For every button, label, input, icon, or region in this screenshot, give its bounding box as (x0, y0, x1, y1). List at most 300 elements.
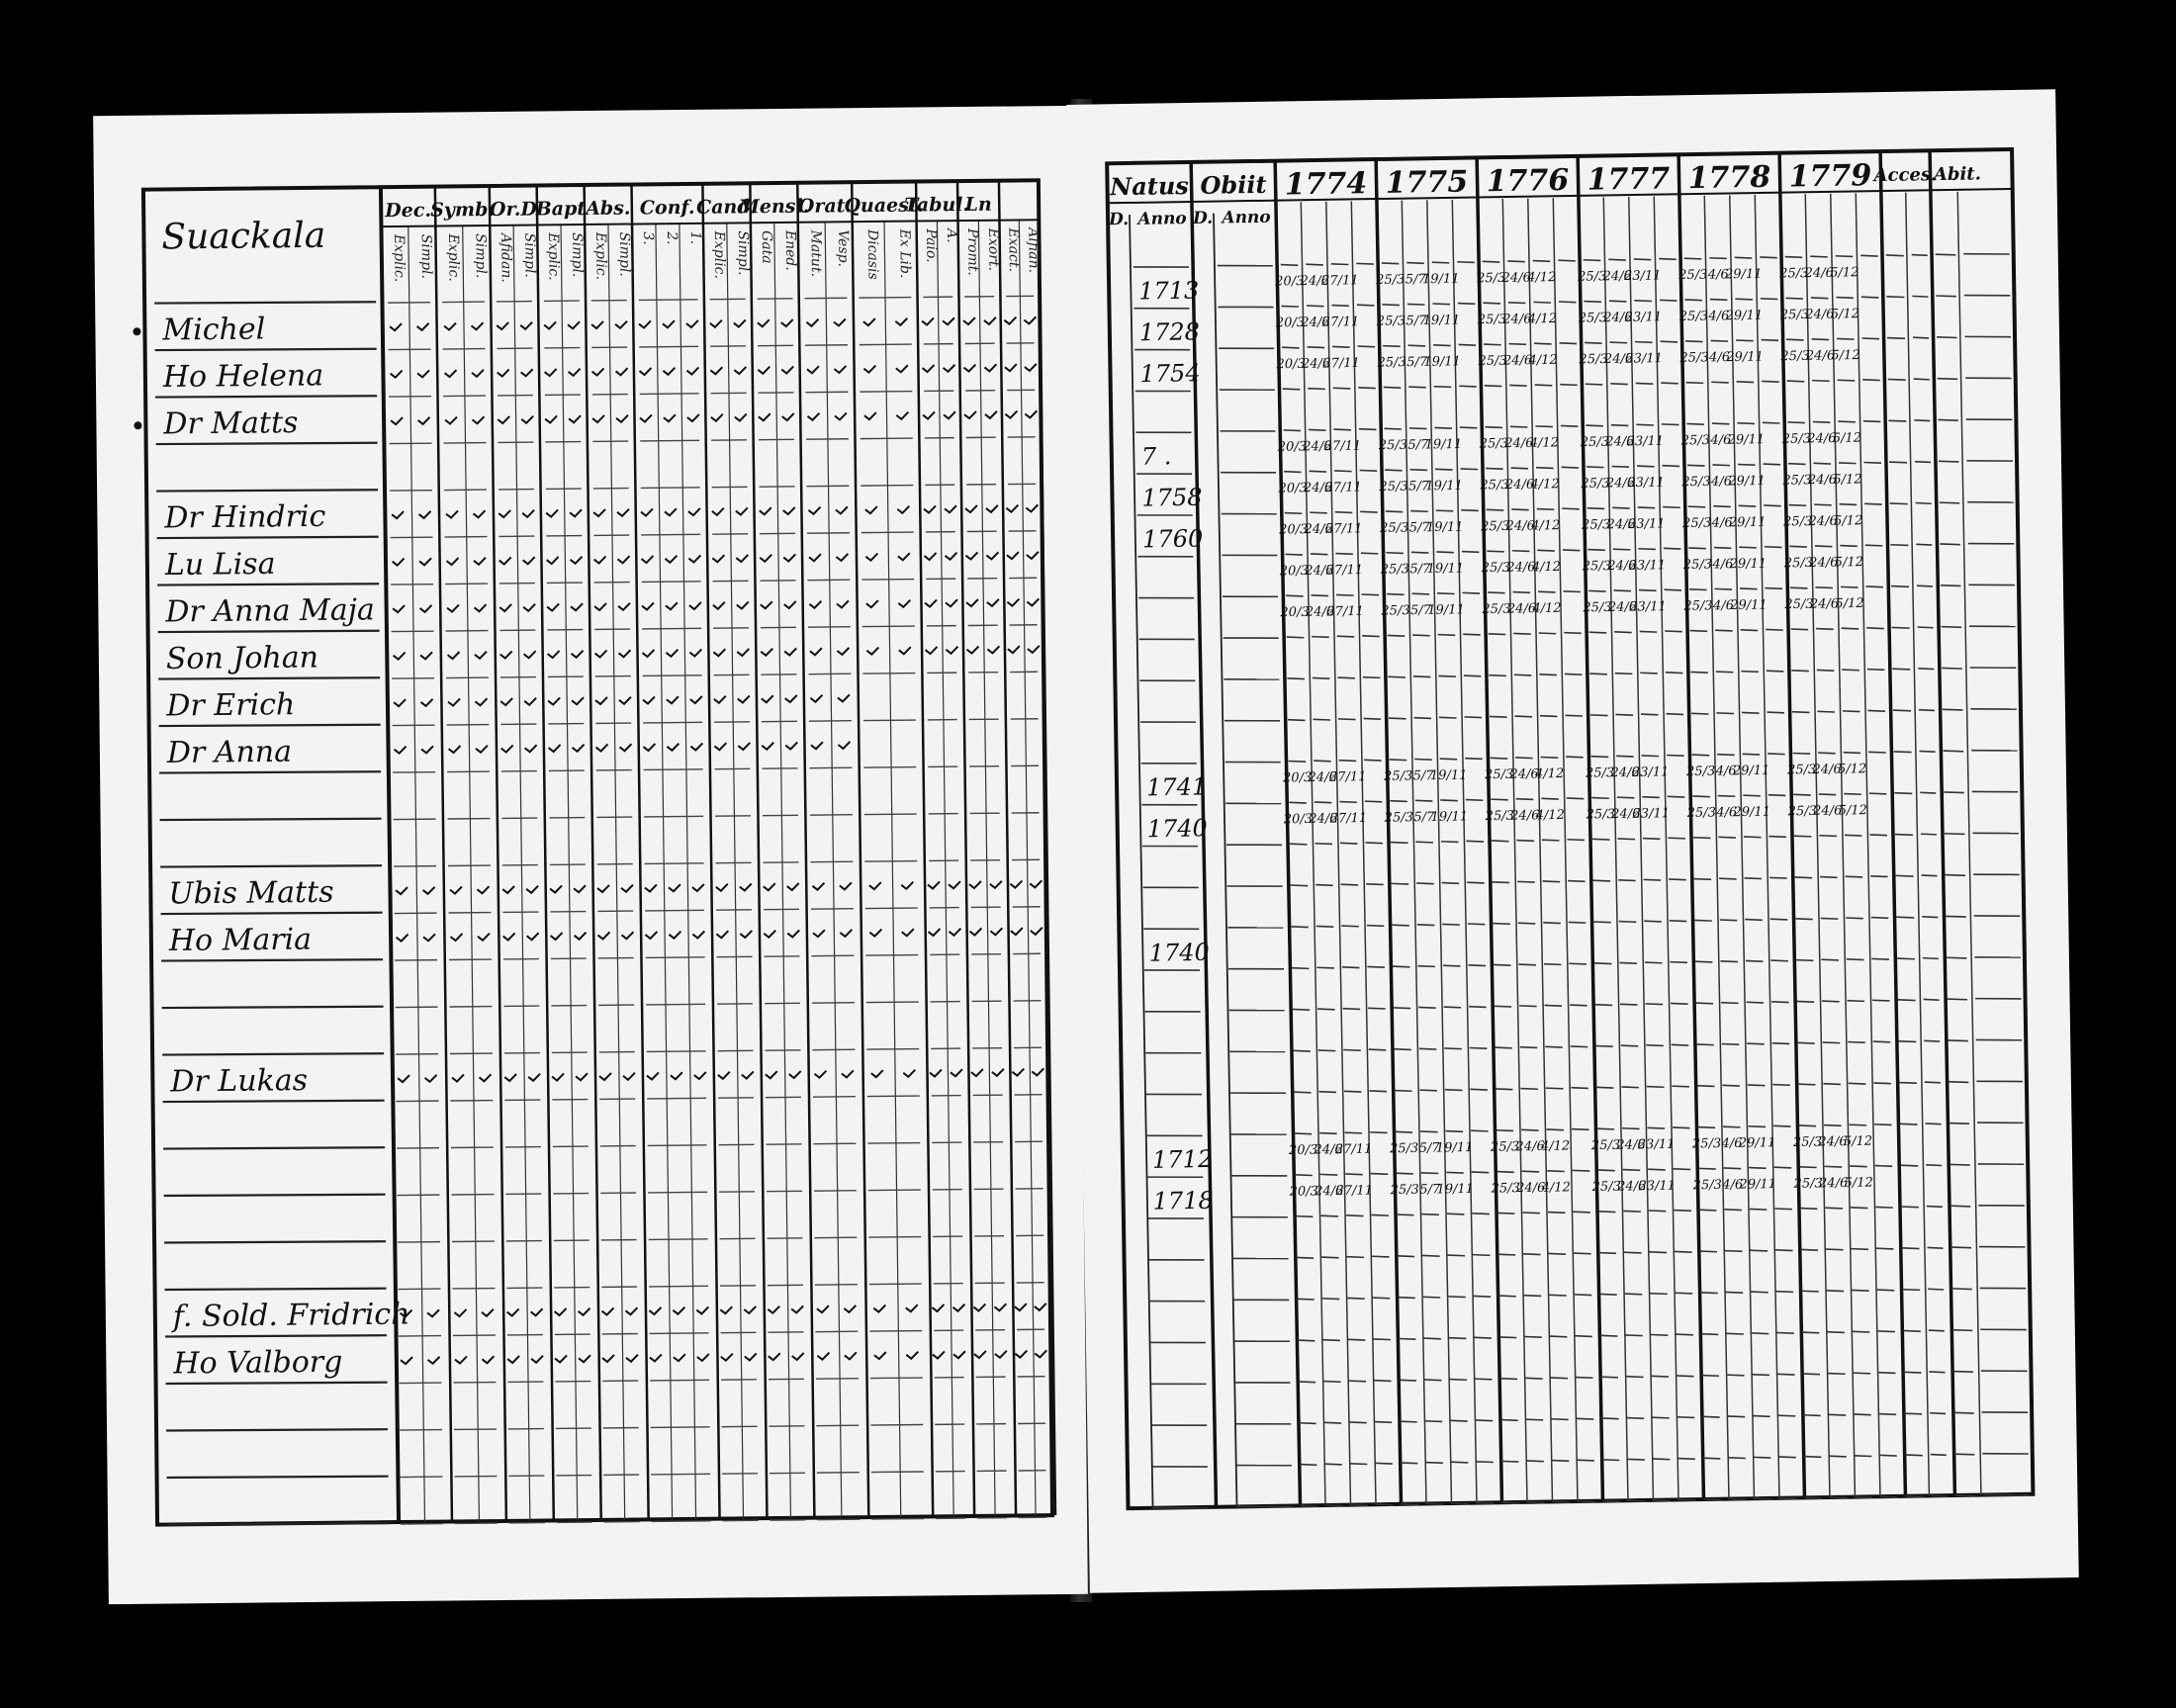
cell-row-line (1318, 1050, 1336, 1051)
cell-row-line (1978, 1163, 2025, 1165)
cell-row-line (1350, 1464, 1368, 1465)
exam-entry: 23/11 (1632, 806, 1671, 822)
cell-row-line (1314, 719, 1331, 720)
cell-row-line (1950, 1247, 1971, 1248)
cell-row-line (1145, 1052, 1201, 1054)
cell-row-line (1896, 875, 1914, 876)
tick-mark (986, 505, 998, 512)
cell-row-line (1237, 1506, 1293, 1508)
cell-row-line (871, 1472, 924, 1473)
cell-row-line (1767, 712, 1784, 713)
cell-row-line (1854, 1414, 1871, 1415)
cell-row-line (1824, 1124, 1842, 1125)
cell-row-line (1942, 626, 1962, 627)
cell-row-line (1285, 512, 1303, 513)
tick-mark (1025, 410, 1037, 417)
cell-row-line (1413, 676, 1431, 677)
tick-mark (393, 605, 405, 612)
cell-row-line (644, 769, 703, 770)
cell-row-line (1137, 514, 1193, 516)
cell-row-line (1977, 1122, 2024, 1124)
cell-row-line (1936, 296, 1956, 297)
cell-row-line (1846, 876, 1863, 877)
cell-row-line (1367, 966, 1385, 967)
tick-mark (740, 931, 752, 938)
birth-year: 1754 (1139, 359, 1201, 389)
cell-row-line (1371, 1173, 1389, 1174)
cell-row-line (1694, 920, 1712, 921)
tick-mark (472, 370, 484, 377)
cell-row-line (1507, 261, 1525, 262)
cell-row-line (1754, 1457, 1771, 1458)
cell-row-line (1927, 1206, 1943, 1207)
sub-column-line (1452, 200, 1477, 1503)
cell-row-line (1398, 1297, 1415, 1298)
tick-mark (619, 697, 631, 704)
cell-row-line (1912, 296, 1928, 297)
cell-row-line (1967, 501, 2014, 503)
cell-row-line (1938, 378, 1958, 379)
column-subheader: A. (944, 228, 960, 243)
tick-mark (475, 698, 487, 705)
tick-mark (417, 370, 429, 377)
cell-row-line (1739, 505, 1757, 506)
sub-column-line (1351, 201, 1376, 1504)
cell-row-line (1693, 837, 1711, 838)
exam-entry: 24/6 (1506, 560, 1536, 576)
tick-mark (504, 1074, 516, 1081)
exam-entry: 25/3 (1380, 520, 1409, 536)
tick-mark (740, 883, 752, 890)
cell-row-line (1549, 1253, 1567, 1254)
cell-row-line (1584, 259, 1601, 260)
tick-mark (572, 651, 584, 658)
column-subheader: 1. (686, 230, 704, 245)
exam-entry: 27/11 (1334, 1141, 1373, 1158)
cell-row-line (1639, 589, 1657, 590)
cell-row-line (1830, 1497, 1848, 1498)
cell-row-line (1465, 717, 1483, 718)
cell-row-line (1349, 1422, 1367, 1423)
cell-row-line (1623, 1169, 1641, 1170)
cell-row-line (1310, 512, 1327, 513)
exam-entry: 24/6 (1605, 434, 1635, 450)
cell-row-line (867, 1143, 920, 1144)
cell-row-line (1793, 794, 1811, 795)
tick-mark (525, 745, 537, 752)
cell-row-line (1727, 1375, 1745, 1376)
tick-mark (671, 1072, 682, 1079)
cell-row-line (1520, 1046, 1538, 1047)
tick-mark (738, 743, 750, 750)
cell-row-line (1709, 257, 1727, 258)
sub-column-line (1603, 197, 1628, 1500)
cell-row-line (1149, 1301, 1205, 1303)
cell-row-line (1437, 593, 1455, 594)
cell-row-line (1442, 882, 1460, 883)
cell-row-line (1320, 1215, 1338, 1216)
cell-row-line (1686, 382, 1704, 383)
exam-entry: 19/11 (1425, 519, 1464, 536)
cell-row-line (1619, 921, 1637, 922)
cell-row-line (1349, 1381, 1367, 1382)
cell-row-line (1433, 345, 1451, 346)
cell-row-line (1878, 1372, 1896, 1373)
cell-row-line (1552, 1460, 1570, 1461)
cell-row-line (1970, 708, 2017, 710)
column-line (1930, 150, 1954, 1495)
cell-row-line (1363, 676, 1381, 677)
exam-entry: 5/7 (1407, 437, 1429, 453)
cell-row-line (1412, 635, 1430, 636)
exam-entry: 27/11 (1329, 811, 1368, 827)
cell-row-line (1321, 1257, 1339, 1258)
name-row-line (163, 1100, 385, 1103)
cell-row-line (1716, 713, 1734, 714)
exam-entry: 24/6 (1515, 1138, 1545, 1155)
cell-row-line (1646, 1004, 1664, 1005)
exam-entry: 5/12 (1843, 1133, 1873, 1150)
tick-mark (964, 411, 976, 418)
cell-row-line (1764, 505, 1781, 506)
cell-row-line (1827, 1291, 1845, 1292)
exam-entry: 24/6 (1505, 518, 1535, 534)
tick-mark (712, 508, 724, 515)
sub-column-line (825, 222, 842, 1517)
cell-row-line (1929, 1372, 1945, 1373)
cell-row-line (1701, 1375, 1719, 1376)
cell-row-line (1676, 1334, 1693, 1335)
exam-entry: 5/7 (1405, 314, 1427, 329)
exam-entry: 25/3 (1678, 309, 1709, 324)
tick-mark (621, 885, 633, 892)
tick-mark (869, 882, 881, 889)
tick-mark (686, 320, 698, 327)
cell-row-line (1408, 345, 1426, 346)
cell-row-line (1423, 1338, 1441, 1339)
exam-entry: 19/11 (1425, 478, 1463, 494)
tick-mark (421, 746, 433, 753)
exam-entry: 25/3 (1582, 517, 1611, 533)
sub-column-line (1755, 195, 1779, 1498)
column-header: Tabul. (904, 193, 970, 217)
cell-row-line (1233, 1258, 1289, 1260)
tick-mark (445, 417, 457, 424)
cell-row-line (1345, 1132, 1363, 1133)
cell-row-line (1791, 671, 1809, 672)
tick-mark (520, 322, 532, 329)
cell-row-line (1396, 1173, 1413, 1174)
cell-row-line (1947, 957, 1967, 958)
tick-mark (569, 415, 581, 422)
column-line (490, 186, 506, 1521)
tick-mark (639, 320, 651, 327)
cell-row-line (1936, 254, 1956, 255)
tick-mark (718, 1072, 730, 1079)
cell-row-line (1289, 761, 1307, 762)
cell-row-line (1313, 677, 1330, 678)
tick-mark (665, 556, 677, 563)
cell-row-line (1870, 876, 1888, 877)
cell-row-line (1367, 925, 1385, 926)
name-row-line (159, 770, 381, 773)
cell-row-line (1397, 1214, 1414, 1215)
cell-row-line (1317, 1009, 1335, 1010)
exam-entry: 25/3 (1390, 1182, 1419, 1199)
cell-row-line (1737, 382, 1755, 383)
exam-entry: 25/3 (1485, 808, 1515, 825)
column-header: Orat. (797, 195, 853, 218)
column-subheader: Simpl. (472, 233, 489, 279)
cell-row-line (1712, 423, 1730, 424)
tick-mark (396, 887, 408, 894)
tick-mark (1004, 317, 1016, 324)
cell-row-line (1666, 713, 1683, 714)
cell-row-line (1422, 1255, 1440, 1256)
cell-row-line (1763, 422, 1780, 423)
tick-mark (809, 554, 821, 561)
tick-mark (744, 1306, 756, 1313)
cell-row-line (1713, 505, 1731, 506)
person-name: Dr Matts (163, 405, 299, 442)
cell-row-line (861, 532, 914, 533)
column-subheader: Simpl. (616, 231, 633, 277)
cell-row-line (1828, 1373, 1846, 1374)
cell-row-line (1613, 549, 1631, 550)
cell-row-line (1980, 1329, 2027, 1331)
exam-entry: 29/11 (1725, 308, 1764, 324)
tick-mark (834, 366, 846, 373)
exam-entry: 23/11 (1631, 764, 1670, 780)
cell-row-line (1571, 1046, 1588, 1047)
tick-mark (840, 930, 852, 937)
tick-mark (903, 1070, 915, 1077)
exam-entry: 25/3 (1381, 603, 1410, 619)
cell-row-line (1417, 925, 1435, 926)
cell-row-line (1562, 467, 1580, 468)
name-row-line (165, 1288, 387, 1291)
tick-mark (896, 365, 908, 372)
exam-entry: 29/11 (1738, 1135, 1776, 1151)
cell-row-line (1229, 1050, 1285, 1052)
cell-row-line (1419, 1048, 1437, 1049)
cell-row-line (1850, 1166, 1867, 1167)
tick-mark (969, 881, 981, 888)
cell-row-line (1636, 424, 1654, 425)
cell-row-line (645, 863, 704, 864)
tick-mark (398, 1075, 409, 1082)
cell-row-line (1149, 1259, 1205, 1261)
tick-mark (760, 555, 771, 562)
exam-entry: 5/12 (1838, 803, 1868, 819)
cell-row-line (1844, 793, 1861, 794)
tick-mark (906, 1352, 918, 1359)
exam-entry: 24/6 (1818, 1134, 1848, 1150)
exam-entry: 4/12 (1529, 435, 1560, 451)
exam-entry: 25/3 (1477, 270, 1506, 287)
cell-row-line (1797, 1042, 1815, 1043)
cell-row-line (1460, 427, 1478, 428)
cell-row-line (1364, 718, 1382, 719)
cell-row-line (1283, 430, 1301, 431)
tick-mark (575, 933, 587, 940)
cell-row-line (1652, 1376, 1670, 1377)
exam-entry: 25/3 (1477, 312, 1507, 328)
cell-row-line (1375, 1463, 1393, 1464)
cell-row-line (1512, 550, 1530, 551)
sub-column-line (1528, 199, 1553, 1502)
cell-row-line (1635, 341, 1653, 342)
cell-row-line (1949, 1164, 1970, 1165)
tick-mark (738, 695, 750, 702)
cell-row-line (1868, 752, 1886, 753)
tick-mark (674, 1354, 685, 1361)
exam-entry: 4/12 (1527, 270, 1557, 286)
cell-row-line (1561, 425, 1579, 426)
cell-row-line (1382, 263, 1400, 264)
cell-row-line (1816, 628, 1834, 629)
cell-row-line (864, 861, 917, 862)
exam-entry: 20/3 (1289, 1184, 1319, 1200)
cell-row-line (1362, 594, 1380, 595)
cell-row-line (1902, 1248, 1920, 1249)
cell-row-line (1901, 1207, 1919, 1208)
cell-row-line (1501, 1461, 1519, 1462)
tick-mark (570, 509, 582, 516)
cell-row-line (1535, 426, 1553, 427)
tick-mark (745, 1353, 757, 1360)
tick-mark (924, 553, 936, 560)
cell-row-line (1789, 504, 1807, 505)
cell-row-line (1975, 998, 2022, 1000)
cell-row-line (1674, 1210, 1691, 1211)
cell-row-line (1648, 1169, 1666, 1170)
cell-row-line (1470, 1047, 1488, 1048)
cell-row-line (1965, 377, 2012, 379)
tick-mark (838, 742, 850, 749)
cell-row-line (1388, 676, 1405, 677)
tick-mark (946, 647, 957, 654)
exam-entry: 24/6 (1315, 1183, 1344, 1200)
exam-entry: 25/3 (1784, 596, 1814, 613)
tick-mark (531, 1308, 543, 1315)
tick-mark (866, 600, 878, 607)
cell-row-line (1944, 751, 1964, 752)
cell-row-line (1813, 421, 1831, 422)
tick-mark (549, 745, 561, 752)
cell-row-line (1915, 461, 1931, 462)
cell-row-line (1316, 967, 1334, 968)
cell-row-line (870, 1425, 923, 1426)
cell-row-line (1691, 713, 1709, 714)
tick-mark (1030, 880, 1042, 887)
cell-row-line (1952, 1371, 1973, 1372)
cell-row-line (1547, 1129, 1565, 1130)
cell-row-line (1500, 1378, 1518, 1379)
cell-row-line (1421, 1173, 1439, 1174)
cell-row-line (1318, 1091, 1336, 1092)
cell-row-line (1574, 1253, 1591, 1254)
cell-row-line (1315, 843, 1333, 844)
tick-mark (418, 417, 430, 424)
tick-mark (1007, 552, 1019, 559)
exam-entry: 20/3 (1279, 522, 1309, 538)
cell-row-line (1749, 1125, 1767, 1126)
tick-mark (925, 647, 937, 654)
sub-column-line (408, 226, 425, 1522)
tick-mark (692, 884, 704, 891)
cell-row-line (1473, 1254, 1491, 1255)
exam-entry: 24/6 (1804, 265, 1834, 282)
cell-row-line (1515, 758, 1533, 759)
cell-row-line (1548, 1212, 1566, 1213)
cell-row-line (648, 1192, 707, 1193)
cell-row-line (1491, 799, 1508, 800)
cell-row-line (1596, 1087, 1614, 1088)
exam-entry: 19/11 (1421, 271, 1460, 288)
person-name: Dr Lukas (170, 1063, 309, 1100)
exam-entry: 24/6 (1605, 476, 1636, 492)
birth-year: 1741 (1145, 772, 1208, 802)
tick-mark (712, 555, 724, 562)
tick-mark (477, 886, 489, 893)
cell-row-line (1524, 1336, 1542, 1337)
cell-row-line (1952, 1329, 1973, 1330)
cell-row-line (648, 1145, 707, 1146)
tick-mark (450, 886, 462, 893)
cell-row-line (1362, 636, 1380, 637)
tick-mark (810, 648, 822, 655)
exam-entry: 19/11 (1436, 1181, 1475, 1198)
exam-entry: 25/3 (1692, 1177, 1722, 1194)
tick-mark (987, 646, 999, 653)
cell-row-line (1917, 585, 1933, 586)
cell-row-line (1359, 428, 1377, 429)
cell-row-line (1794, 836, 1812, 837)
cell-row-line (1772, 1084, 1790, 1085)
cell-row-line (1905, 1455, 1923, 1456)
cell-row-line (1965, 336, 2012, 338)
cell-row-line (1375, 1421, 1393, 1422)
tick-mark (569, 369, 581, 376)
cell-row-line (1509, 343, 1527, 344)
tick-mark (969, 928, 981, 935)
tick-mark (626, 1355, 638, 1362)
exam-entry: 24/6 (1808, 513, 1838, 530)
cell-row-line (640, 394, 699, 395)
cell-row-line (1787, 422, 1805, 423)
cell-row-line (1864, 462, 1882, 463)
cell-row-line (1919, 709, 1935, 710)
cell-row-line (1601, 1377, 1619, 1378)
name-row-line (157, 536, 379, 539)
cell-row-line (866, 1002, 919, 1003)
cell-row-line (1407, 304, 1425, 305)
cell-row-line (1726, 1292, 1744, 1293)
cell-row-line (1888, 379, 1906, 380)
exam-entry: 24/6 (1301, 356, 1331, 372)
cell-row-line (1408, 387, 1426, 388)
tick-mark (766, 1071, 777, 1078)
tick-mark (419, 558, 431, 565)
tick-mark (618, 650, 630, 657)
cell-row-line (1434, 427, 1452, 428)
tick-mark (419, 511, 431, 518)
tick-mark (476, 746, 488, 753)
cell-row-line (1409, 428, 1427, 429)
tick-mark (523, 557, 535, 564)
cell-row-line (1569, 922, 1587, 923)
